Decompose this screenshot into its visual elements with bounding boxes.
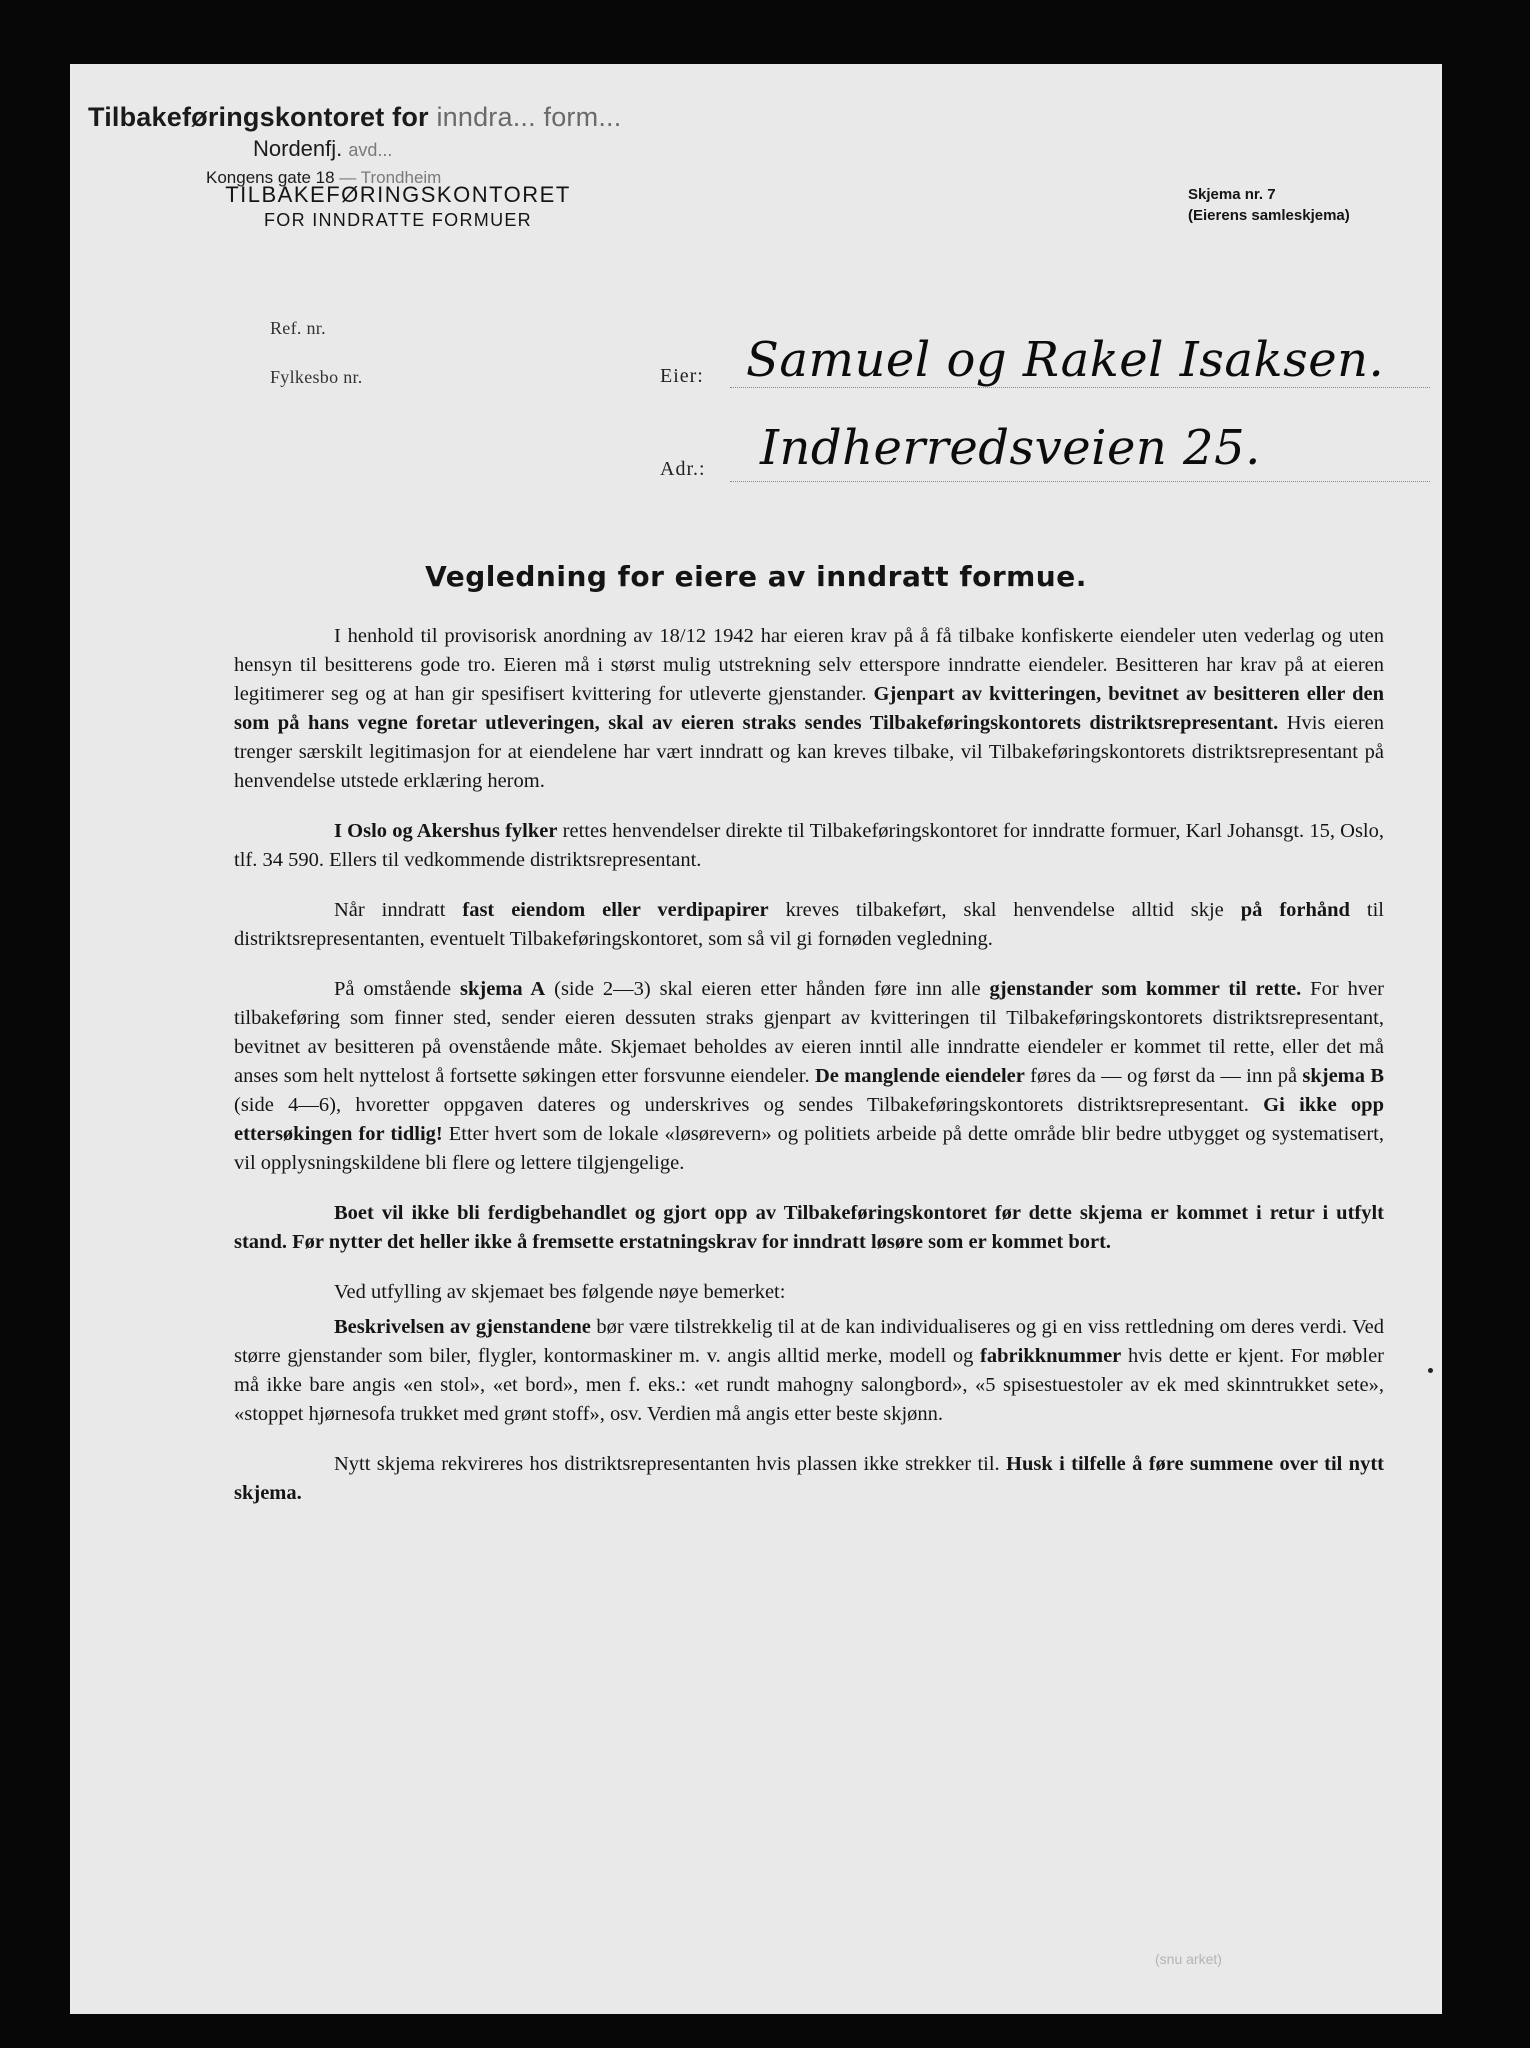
form-subtitle: (Eierens samleskjema)	[1188, 207, 1350, 224]
paragraph-7-run-2: bør være tilstrekkelig til at de kan individualiseres og gi en viss rettledning om deres verdi. Ved større gjenstander som biler, flygler, kontormaskiner m. v. angis alltid merke, modell og	[234, 1316, 1384, 1367]
paragraph-7-run-3: fabrikknummer	[980, 1345, 1122, 1367]
paragraph-2	[234, 817, 1384, 875]
owner-handwritten: Samuel og Rakel Isaksen.	[746, 332, 1385, 388]
paragraph-8-run-2: Husk i tilfelle å føre summene over til nytt skjema.	[234, 1453, 1384, 1504]
document-page	[70, 64, 1442, 2014]
ref-number-label: Ref. nr.	[270, 318, 326, 338]
stamp-line-3: Kongens gate 18	[206, 168, 335, 187]
paragraph-4-run-6: De manglende eiendeler	[814, 1065, 1025, 1087]
paragraph-4-run-8: skjema B	[1302, 1065, 1385, 1087]
paragraph-4-run-3: (side 2—3) skal eieren etter hånden føre inn alle	[545, 978, 990, 1000]
stamp-line-3-faint: — Trondheim	[339, 168, 442, 187]
paragraph-4-run-1: På omstående	[334, 978, 460, 1000]
ink-dot	[1428, 1368, 1433, 1373]
paragraph-1-run-1: I henhold til provisorisk anordning av 18/12 1942 har eieren krav på å få tilbake konfiskerte eiendeler uten vederlag og uten hensyn til besitterens gode tro. Eieren må i størst mulig utstrekning selv etterspore inndratte eiendeler. Besitteren har krav på at eieren legitimerer seg og at han gir spesifisert kvittering for utleverte gjenstander.	[234, 625, 1384, 705]
paragraph-4-run-9: (side 4—6), hvoretter oppgaven dateres og underskrives og sendes Tilbakeføringskontorets distriktsrepresentant.	[234, 1094, 1264, 1116]
owner-label: Eier:	[660, 365, 704, 387]
paragraph-2-run-1: I Oslo og Akershus fylker	[334, 820, 558, 842]
address-label: Adr.:	[660, 458, 706, 480]
paragraph-5-run-1: Boet vil ikke bli ferdigbehandlet og gjort opp av Tilbakeføringskontoret før dette skjema er kommet i retur i utfylt stand. Før nytter det heller ikke å fremsette erstatningskrav for inndratt løsøre som er kommet bort.	[234, 1202, 1384, 1253]
office-subtitle: FOR INNDRATTE FORMUER	[264, 210, 532, 230]
page-title: Vegledning for eiere av inndratt formue.	[425, 560, 1087, 593]
paragraph-4-run-2: skjema A	[460, 978, 546, 1000]
paragraph-3-run-1: Når inndratt	[334, 899, 463, 921]
stamp-line-2: Nordenfj.	[253, 136, 343, 161]
stamp-line-2-faint: avd...	[348, 140, 393, 160]
instructions-body	[234, 622, 1384, 1529]
paragraph-2-run-2: rettes henvendelser direkte til Tilbakeføringskontoret for inndratte formuer, Karl Johansgt. 15, Oslo, tlf. 34 590. Ellers til vedkommende distriktsrepresentant.	[234, 820, 1385, 871]
paragraph-8	[234, 1450, 1384, 1508]
paragraph-7-run-4: hvis dette er kjent. For møbler må ikke bare angis «en stol», «et bord», men f. eks.: «et rundt mahogny salongbord», «5 spisestuestoler av ek med skinntrukket sete», «stoppet hjørnesofa trukket med grønt stoff», osv. Verdien må angis etter beste skjønn.	[234, 1345, 1384, 1425]
form-number-block	[1188, 184, 1350, 226]
paragraph-7	[234, 1313, 1384, 1429]
paragraph-3-run-5: til distriktsrepresentanten, eventuelt Tilbakeføringskontoret, som så vil gi fornøden vegledning.	[234, 899, 1384, 950]
office-title: TILBAKEFØRINGSKONTORET	[225, 182, 571, 207]
paragraph-3-run-3: kreves tilbakeført, skal henvendelse alltid skje	[768, 899, 1241, 921]
stamp-line-1-faint: inndra... form...	[436, 102, 622, 132]
corner-note: (snu arket)	[1155, 1951, 1222, 1967]
stamp-line-1: Tilbakeføringskontoret for	[88, 102, 429, 132]
county-number-label: Fylkesbo nr.	[270, 367, 363, 387]
paragraph-1-run-3: Hvis eieren trenger særskilt legitimasjon for at eiendelene har vært inndratt og kan kreves tilbake, vil Tilbakeføringskontorets distriktsrepresentant på henvendelse utstede erklæring herom.	[234, 712, 1384, 792]
office-letterhead	[188, 182, 608, 231]
paragraph-4	[234, 975, 1384, 1178]
paragraph-3-run-2: fast eiendom eller verdipapirer	[462, 899, 769, 921]
paragraph-4-run-5: For hver tilbakeføring som finner sted, sender eieren dessuten straks gjenpart av kvitteringen til Tilbakeføringskontorets distriktsrepresentant, bevitnet av besitteren på ovenstående måte. Skjemaet beholdes av eieren inntil alle inndratte eiendeler er kommet til rette, eller det må anses som helt nyttelost å fortsette søkingen etter forsvunne eiendeler.	[234, 978, 1384, 1087]
paragraph-5	[234, 1199, 1384, 1257]
paragraph-4-run-7: føres da — og først da — inn på	[1024, 1065, 1303, 1087]
paragraph-6-run-1: Ved utfylling av skjemaet bes følgende nøye bemerket:	[334, 1281, 786, 1303]
paragraph-3	[234, 896, 1384, 954]
paragraph-4-run-4: gjenstander som kommer til rette.	[989, 978, 1302, 1000]
paragraph-7-run-1: Beskrivelsen av gjenstandene	[334, 1316, 591, 1338]
paragraph-8-run-1: Nytt skjema rekvireres hos distriktsrepresentanten hvis plassen ikke strekker til.	[334, 1453, 1007, 1475]
form-number: Skjema nr. 7	[1188, 186, 1276, 203]
address-handwritten: Indherredsveien 25.	[760, 420, 1261, 476]
paragraph-4-run-11: Etter hvert som de lokale «løsørevern» og politiets arbeide på dette område blir bedre utbygget og systematisert, vil opplysningskildene bli flere og lettere tilgjengelige.	[234, 1123, 1384, 1174]
paragraph-6	[234, 1278, 1384, 1307]
office-stamp	[88, 102, 648, 188]
address-line	[730, 481, 1430, 482]
paragraph-1	[234, 622, 1384, 796]
paragraph-1-run-2: Gjenpart av kvitteringen, bevitnet av besitteren eller den som på hans vegne foretar utleveringen, skal av eieren straks sendes Tilbakeføringskontorets distriktsrepresentant.	[234, 683, 1384, 734]
paragraph-3-run-4: på forhånd	[1240, 899, 1350, 921]
paragraph-4-run-10: Gi ikke opp ettersøkingen for tidlig!	[234, 1094, 1384, 1145]
